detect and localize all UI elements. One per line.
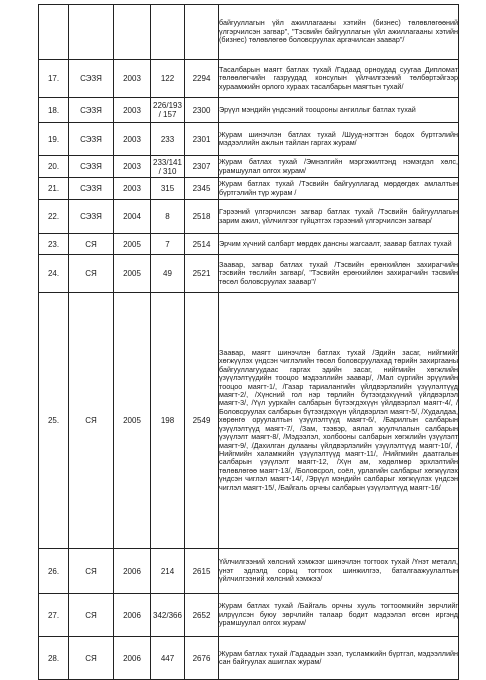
table-row <box>39 200 459 234</box>
row-number: 22. <box>39 200 69 234</box>
order-number: 342/366 <box>151 594 185 637</box>
description: Журам батлах тухай /Гадаадын зээл, тусламжийн бүртгэл, мэдээллийн сан байгуулах ашиглах журам/ <box>219 637 459 680</box>
row-number: 17. <box>39 60 69 98</box>
ministry-code: СЯ <box>69 255 114 293</box>
description: байгууллагын үйл ажиллагааны хэтийн (бизнес) төлөвлөгөөний үлгэрчилсэн загвар", "Тэсвийн байгууллагын үйл ажиллагааны хэтийн (бизнес) төлөвлөгөө боловсруулах аргачилсан заавар"/ <box>219 5 459 60</box>
year-cell: 2003 <box>114 156 151 178</box>
description: Заавар, загвар батлах тухай /Тэсвийн ерөнхийлөн захирагчийн тэсвийн төслийн загвар/, "Тэсвийн ерөнхийлөн захирагчийн тэсвийн төсөл боловсруулах заавар"/ <box>219 255 459 293</box>
table-row <box>39 178 459 200</box>
row-number <box>39 5 69 60</box>
description: Тасалбарын маягт батлах тухай /Гадаад орноудад суугаа Дипломат төлөөлөгчийн газруудад консулын үйлчилгээний төлбөртэйгээр хураамжийн орлого хураах тасалбарын маягтын тухай/ <box>219 60 459 98</box>
table-row <box>39 549 459 594</box>
row-number: 28. <box>39 637 69 680</box>
ministry-code: СЯ <box>69 594 114 637</box>
description: Эрүүл мэндийн үндсэний тооцооны ангиллыг батлах тухай <box>219 98 459 123</box>
order-number <box>151 5 185 60</box>
row-number: 25. <box>39 293 69 549</box>
ministry-code: СЯ <box>69 637 114 680</box>
registry-number: 2514 <box>185 234 219 255</box>
year-cell: 2006 <box>114 594 151 637</box>
registry-number: 2518 <box>185 200 219 234</box>
year-cell: 2003 <box>114 98 151 123</box>
description: Журам батлах тухай /Тэсвийн байгууллагад мөрдөгдөх амлалтын бүртгэлийн түр журам / <box>219 178 459 200</box>
row-number: 23. <box>39 234 69 255</box>
year-cell: 2005 <box>114 293 151 549</box>
registry-number: 2307 <box>185 156 219 178</box>
order-number: 315 <box>151 178 185 200</box>
order-number: 198 <box>151 293 185 549</box>
registry-number: 2294 <box>185 60 219 98</box>
order-number: 8 <box>151 200 185 234</box>
table-row <box>39 123 459 156</box>
table-row <box>39 234 459 255</box>
order-number: 214 <box>151 549 185 594</box>
table-row <box>39 156 459 178</box>
year-cell: 2003 <box>114 60 151 98</box>
table-row <box>39 637 459 680</box>
row-number: 18. <box>39 98 69 123</box>
ministry-code: СЯ <box>69 234 114 255</box>
row-number: 26. <box>39 549 69 594</box>
description: Журам батлах тухай /Эмнэлгийн мэргэжилтэнд нэмэгдэл хөлс, урамшуулал олгох журам/ <box>219 156 459 178</box>
ministry-code <box>69 5 114 60</box>
order-number: 447 <box>151 637 185 680</box>
ministry-code: СЭЗЯ <box>69 98 114 123</box>
year-cell: 2003 <box>114 123 151 156</box>
description: Заавар, маягт шинэчлэн батлах тухай /Эдийн засаг, нийгмийг хөгжүүлэх үндсэн чиглэлийн төсөл боловсруулахад төрийн захиргааны байгууллагуудаас гаргах эдийн засаг, нийгмийн хөгжлийн үзүүлэлтүүдийн тооцоо мэдээллийн заавар/, /Мал сүргийн эрүүлийн тооцоо маягт-1/, /Газар тариалангийн үйлдвэрлэлийн үзүүлэлтүүд маягт-2/, /Хүнсний гол нэр төрлийн бүтээгдэхүүний үйлдвэрлэл маягт-3/, /Үүл уурхайн салбарын бүтээгдэхүүн үйлдвэрлэл маягт-4/, /Боловсруулах салбарын бүтээгдэхүүн үйлдвэрлэл маягт-5/, /Худалдаа, хөрөнгө оруулалтын үзүүлэлтүүд маягт-6/, /Барилгын салбарын үзүүлэлтүүд маягт-7/, /Зам, тээвэр, аялал жуулчлалын салбарын үзүүлэлт маягт-8/, /Мэдээлэл, холбооны салбарын хөгжлийн үзүүлэлт маягт-9/, /Дахилган дулааны үйлдвэрлэлийн үзүүлэлтүүд маягт-10/, /Нийгмийн халамжийн үзүүлэлтүүд маягт-11/, /Нийгмийн даатгалын салбарын үзүүлэлт маягт-12, /Хүн ам, хөдөлмөр эрхлэлтийн төлөвлөгөө маягт-13/, /Боловсрол, соёл, урлагийн салбарыг хөгжүүлэх үндсэн чиглэл маягт-14/, /Эрүүл мэндийн салбарыг хөгжүүлэх үндсэн чиглэл маягт-15/, /Байгаль орчны салбарын үзүүлэлтүүд маягт-16/ <box>219 293 459 549</box>
table-row <box>39 255 459 293</box>
order-number: 226/193 / 157 <box>151 98 185 123</box>
order-number: 7 <box>151 234 185 255</box>
ministry-code: СЯ <box>69 293 114 549</box>
registry-number: 2300 <box>185 98 219 123</box>
ministry-code: СЭЗЯ <box>69 200 114 234</box>
year-cell <box>114 5 151 60</box>
registry-number: 2345 <box>185 178 219 200</box>
row-number: 27. <box>39 594 69 637</box>
registry-number: 2549 <box>185 293 219 549</box>
table-row <box>39 5 459 60</box>
table-row <box>39 594 459 637</box>
order-number: 233/141 / 310 <box>151 156 185 178</box>
registry-number: 2301 <box>185 123 219 156</box>
order-number: 233 <box>151 123 185 156</box>
table-row <box>39 98 459 123</box>
regulation-table <box>38 4 459 680</box>
row-number: 19. <box>39 123 69 156</box>
description: Журам шинэчлэн батлах тухай /Шууд-нэгтгэн бодох бүртгэлийн мэдээллийн ажлын тайлан гаргах журам/ <box>219 123 459 156</box>
order-number: 49 <box>151 255 185 293</box>
ministry-code: СЭЗЯ <box>69 60 114 98</box>
row-number: 21. <box>39 178 69 200</box>
registry-number <box>185 5 219 60</box>
year-cell: 2006 <box>114 549 151 594</box>
table-row <box>39 60 459 98</box>
year-cell: 2003 <box>114 178 151 200</box>
row-number: 20. <box>39 156 69 178</box>
row-number: 24. <box>39 255 69 293</box>
description: Гэрээний үлгэрчилсэн загвар батлах тухай /Тэсвийн байгууллагын зарим ажил, үйлчилгээг гүйцэтгэх гэрээний үлгэрчилсэн загвар/ <box>219 200 459 234</box>
year-cell: 2006 <box>114 637 151 680</box>
ministry-code: СЭЗЯ <box>69 123 114 156</box>
registry-number: 2521 <box>185 255 219 293</box>
registry-number: 2676 <box>185 637 219 680</box>
order-number: 122 <box>151 60 185 98</box>
description: Үйлчилгээний хөлсний хэмжээг шинэчлэн тогтоох тухай /Үнэт металл, үнэт эдлэлд сорьц тогтоох шинжилгээ, баталгаажуулалтын үйлчилгээний хөлсний хэмжээ/ <box>219 549 459 594</box>
ministry-code: СЯ <box>69 549 114 594</box>
registry-number: 2615 <box>185 549 219 594</box>
description: Журам батлах тухай /Байгаль орчны хууль тогтоомжийн зөрчлийг илрүүлсэн буюу зөрчлийн талаар бодит мэдээлэл өгсөн иргэнд урамшуулал олгох журам/ <box>219 594 459 637</box>
ministry-code: СЭЗЯ <box>69 156 114 178</box>
registry-number: 2652 <box>185 594 219 637</box>
year-cell: 2004 <box>114 200 151 234</box>
description: Эрчим хүчний салбарт мөрдөх дансны жагсаалт, заавар батлах тухай <box>219 234 459 255</box>
ministry-code: СЭЗЯ <box>69 178 114 200</box>
year-cell: 2005 <box>114 255 151 293</box>
year-cell: 2005 <box>114 234 151 255</box>
table-row <box>39 293 459 549</box>
